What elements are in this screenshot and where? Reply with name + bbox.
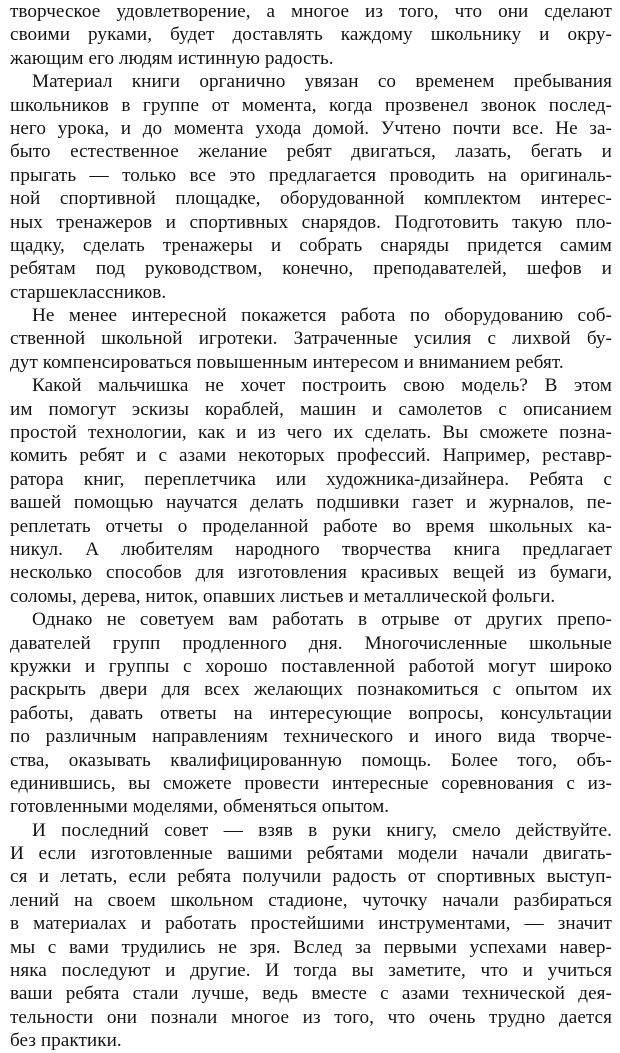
text-line: быто естественное желание ребят двигаться, лазать, бегать и: [10, 141, 612, 163]
text-line: несколько способов для изготовления красивых вещей из бумаги,: [10, 562, 612, 584]
text-line: ваши ребята стали лучше, ведь вместе с азами технической дея-: [10, 983, 612, 1005]
paragraph: [10, 304, 612, 374]
text-line: ратора книг, переплетчика или художника-дизайнера. Ребята с: [10, 468, 612, 490]
text-line: старшеклассников.: [10, 281, 167, 303]
text-line: Материал книги органично увязан со временем пребывания: [32, 71, 612, 93]
text-line: своими руками, будет доставлять каждому школьнику и окру-: [10, 24, 612, 46]
text-line: лений на своем школьном стадионе, чуточку начали разбираться: [10, 889, 612, 911]
text-line: творческое удовлетворение, а многое из того, что они сделают: [10, 1, 612, 22]
text-line: в материалах и работать простейшими инструментами, — значит: [10, 913, 612, 935]
text-line: кружки и группы с хорошо поставленной работой могут широко: [10, 655, 612, 677]
text-line: няка последуют и другие. И тогда вы заметите, что и учиться: [10, 960, 612, 982]
text-line: И если изготовленные вашими ребятами модели начали двигать-: [10, 843, 612, 865]
text-line: Однако не советуем вам работать в отрыве от других препо-: [32, 609, 612, 631]
text-line: ственной школьной игротеки. Затраченные усилия с лихвой бу-: [10, 328, 612, 350]
text-line: И последний совет — взяв в руки книгу, смело действуйте.: [32, 819, 612, 841]
paragraph: [10, 374, 612, 608]
text-line: готовленными моделями, обменяться опытом.: [10, 796, 390, 818]
text-line: раскрыть двери для всех желающих познакомиться с опытом их: [10, 679, 612, 701]
paragraph: [10, 819, 612, 1053]
text-line: давателей групп продленного дня. Многочисленные школьные: [10, 632, 612, 654]
text-line: ной спортивной площадке, оборудованной комплектом интерес-: [10, 188, 612, 210]
text-line: ся и летать, если ребята получили радость от спортивных выступ-: [10, 866, 612, 888]
text-line: соломы, дерева, ниток, опавших листьев и металлической фольги.: [10, 585, 556, 607]
text-line: вашей помощью научатся делать подшивки газет и журналов, пе-: [10, 492, 612, 514]
text-line: простой технологии, как и из чего их сделать. Вы сможете позна-: [10, 422, 612, 444]
text-line: Какой мальчишка не хочет построить свою модель? В этом: [32, 375, 612, 397]
paragraph: [10, 608, 612, 819]
text-line: Не менее интересной покажется работа по оборудованию соб-: [32, 305, 612, 327]
text-line: мы с вами трудились не зря. Вслед за первыми успехами навер-: [10, 936, 612, 958]
text-line: школьников в группе от момента, когда прозвенел звонок послед-: [10, 94, 612, 116]
text-line: им помогут эскизы кораблей, машин и самолетов с описанием: [10, 398, 612, 420]
text-line: комить ребят и с азами некоторых профессий. Например, реставр-: [10, 445, 612, 467]
text-line: без практики.: [10, 1030, 122, 1052]
text-line: дут компенсироваться повышенным интересом и вниманием ребят.: [10, 351, 564, 373]
text-line: по различным направлениям технического и иного вида творче-: [10, 726, 612, 748]
text-line: тельности они познали многое из того, что очень трудно дается: [10, 1006, 612, 1028]
text-line: ства, оказывать квалифицированную помощь. Более того, объ-: [10, 749, 612, 771]
paragraph: [10, 0, 612, 70]
text-line: единившись, вы сможете провести интересные соревнования с из-: [10, 772, 612, 794]
text-line: никул. А любителям народного творчества книга предлагает: [10, 538, 612, 560]
text-line: щадку, сделать тренажеры и собрать снаряды придется самим: [10, 234, 612, 256]
text-line: работы, давать ответы на интересующие вопросы, консультации: [10, 702, 612, 724]
paragraph: [10, 70, 612, 304]
text-line: прыгать — только все это предлагается проводить на оригиналь-: [10, 164, 612, 186]
text-line: ных тренажеров и спортивных снарядов. Подготовить такую пло-: [10, 211, 612, 233]
text-line: жающим его людям истинную радость.: [10, 47, 334, 69]
text-line: реплетать отчеты о проделанной работе во время школьных ка-: [10, 515, 612, 537]
text-line: ребятам под руководством, конечно, преподавателей, шефов и: [10, 258, 612, 280]
text-line: него урока, и до момента ухода домой. Учтено почти все. Не за-: [10, 117, 612, 139]
